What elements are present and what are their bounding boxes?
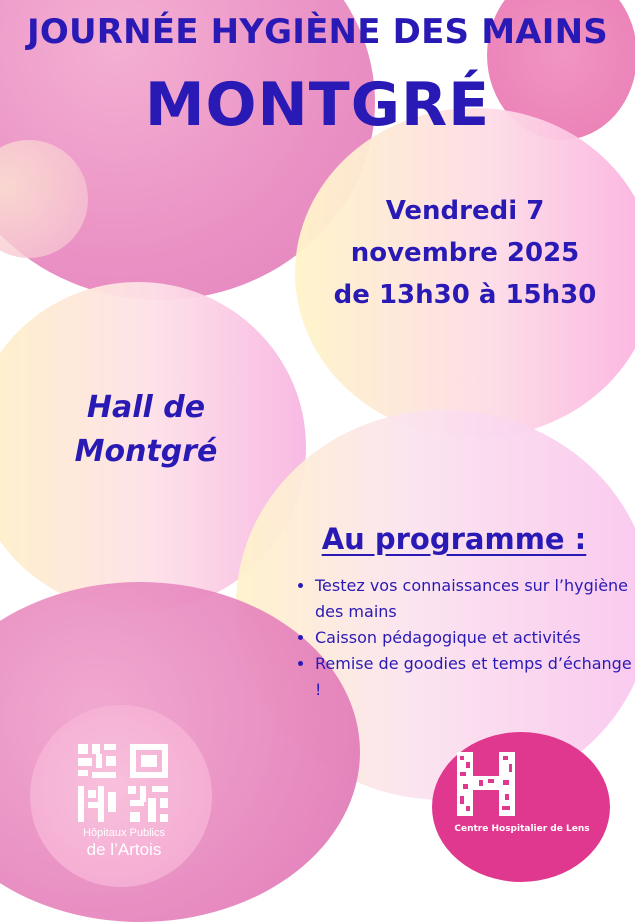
hopitaux-publics-mark-icon	[74, 740, 174, 826]
page-subtitle: MONTGRÉ	[144, 70, 491, 140]
centre-hospitalier-lens-mark-icon	[455, 750, 517, 818]
location-line-1: Hall de	[86, 390, 206, 425]
event-date	[312, 190, 618, 316]
programme-title: Au programme :	[321, 522, 587, 556]
logo-left-line-1: Hôpitaux Publics	[83, 827, 165, 839]
page-title: JOURNÉE HYGIÈNE DES MAINS	[27, 12, 608, 52]
programme-list	[290, 573, 635, 703]
logo-right-label: Centre Hospitalier de Lens	[454, 824, 590, 834]
list-item: • Testez vos connaissances sur l’hygiène des mains	[315, 573, 635, 625]
list-item: • Remise de goodies et temps d’échange !	[315, 651, 635, 703]
date-line-month: novembre 2025	[350, 238, 580, 268]
logo-left-line-2: de l’Artois	[86, 840, 162, 859]
date-line-day: Vendredi 7	[385, 196, 545, 226]
date-line-time: de 13h30 à 15h30	[333, 280, 597, 310]
hopitaux-publics-logo	[74, 740, 174, 860]
location-line-2: Montgré	[74, 434, 218, 469]
list-item: • Caisson pédagogique et activités	[315, 625, 635, 651]
event-location	[20, 386, 272, 474]
